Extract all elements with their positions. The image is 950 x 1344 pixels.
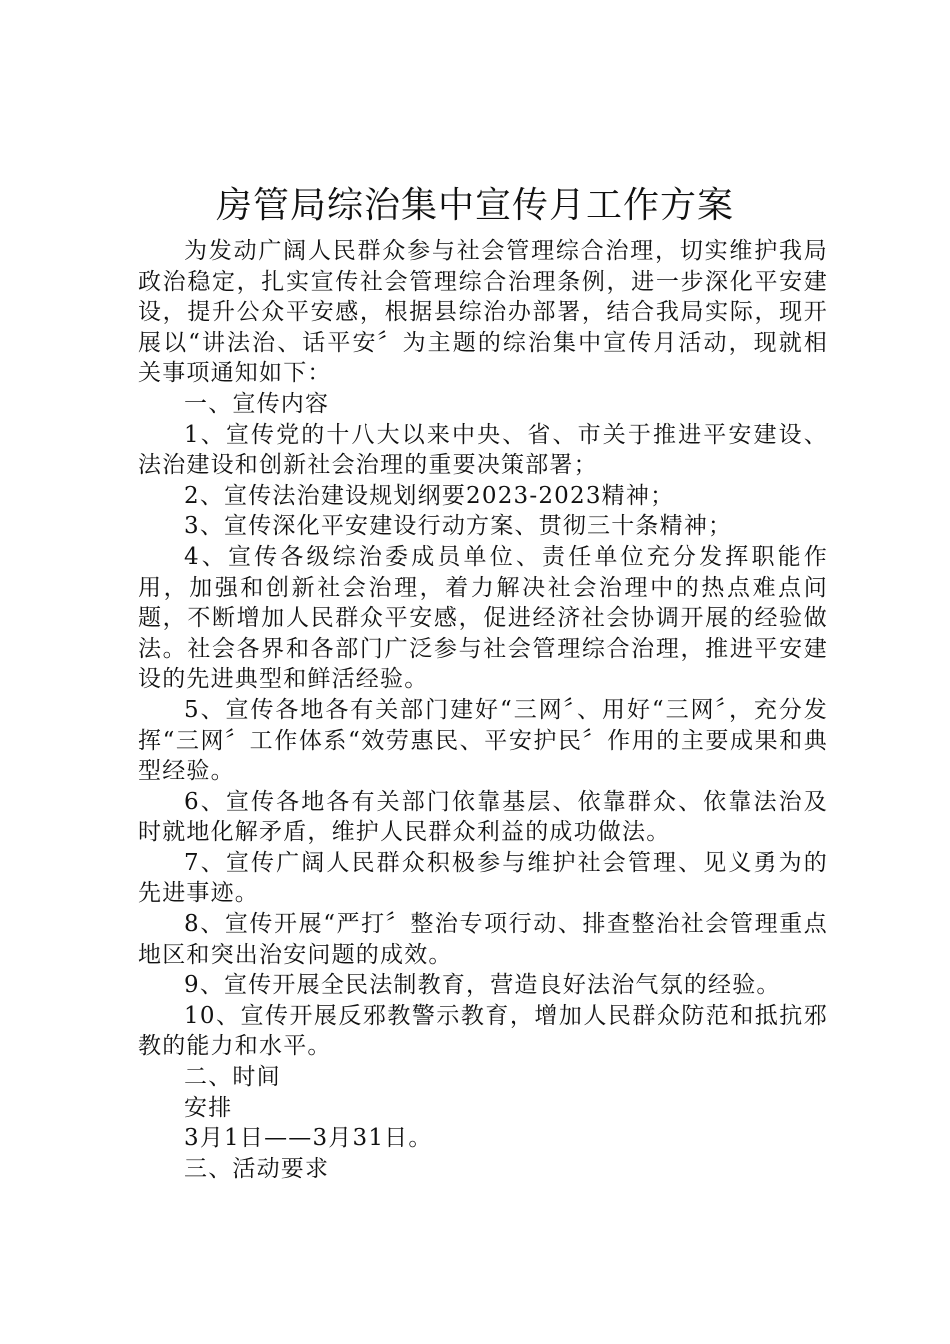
document-body [138, 236, 828, 1184]
content-item-2: 2、宣传法治建设规划纲要2023-2023精神； [184, 482, 675, 509]
intro-paragraph: 为发动广阔人民群众参与社会管理综合治理，切实维护我局政治稳定，扎实宣传社会管理综合治理条例，进一步深化平安建设，提升公众平安感，根据县综治办部署，结合我局实际，现开展以“讲法治、话平安〞为主题的综治集中宣传月活动，现就相关事项通知如下： [138, 238, 828, 387]
section-heading-requirements: 三、活动要求 [184, 1155, 330, 1182]
time-range: 3月1日——3月31日。 [184, 1125, 433, 1152]
content-item-8: 8、宣传开展“严打〞整治专项行动、排查整治社会管理重点地区和突出治安问题的成效。 [138, 911, 828, 968]
content-item-10: 10、宣传开展反邪教警示教育，增加人民群众防范和抵抗邪教的能力和水平。 [138, 1002, 828, 1060]
document-title: 房管局综治集中宣传月工作方案 [215, 185, 734, 226]
content-item-4: 4、宣传各级综治委成员单位、责任单位充分发挥职能作用，加强和创新社会治理，着力解决社会治理中的热点难点问题，不断增加人民群众平安感，促进经济社会协调开展的经验做法。社会各界和各部门广泛参与社会管理综合治理，推进平安建设的先进典型和鲜活经验。 [138, 543, 828, 693]
content-item-9: 9、宣传开展全民法制教育，营造良好法治气氛的经验。 [184, 972, 781, 999]
content-item-1: 1、宣传党的十八大以来中央、省、市关于推进平安建设、法治建设和创新社会治理的重要决策部署； [138, 421, 828, 479]
time-label: 安排 [184, 1094, 233, 1121]
content-item-6: 6、宣传各地各有关部门依靠基层、依靠群众、依靠法治及时就地化解矛盾，维护人民群众利益的成功做法。 [138, 788, 828, 846]
content-item-5: 5、宣传各地各有关部门建好“三网〞、用好“三网〞，充分发挥“三网〞工作体系“效劳惠民、平安护民〞作用的主要成果和典型经验。 [138, 696, 828, 785]
content-item-3: 3、宣传深化平安建设行动方案、贯彻三十条精神； [184, 513, 733, 540]
section-heading-content: 一、宣传内容 [184, 390, 330, 417]
section-heading-time: 二、时间 [184, 1064, 281, 1091]
content-item-7: 7、宣传广阔人民群众积极参与维护社会管理、见义勇为的先进事迹。 [138, 849, 828, 907]
